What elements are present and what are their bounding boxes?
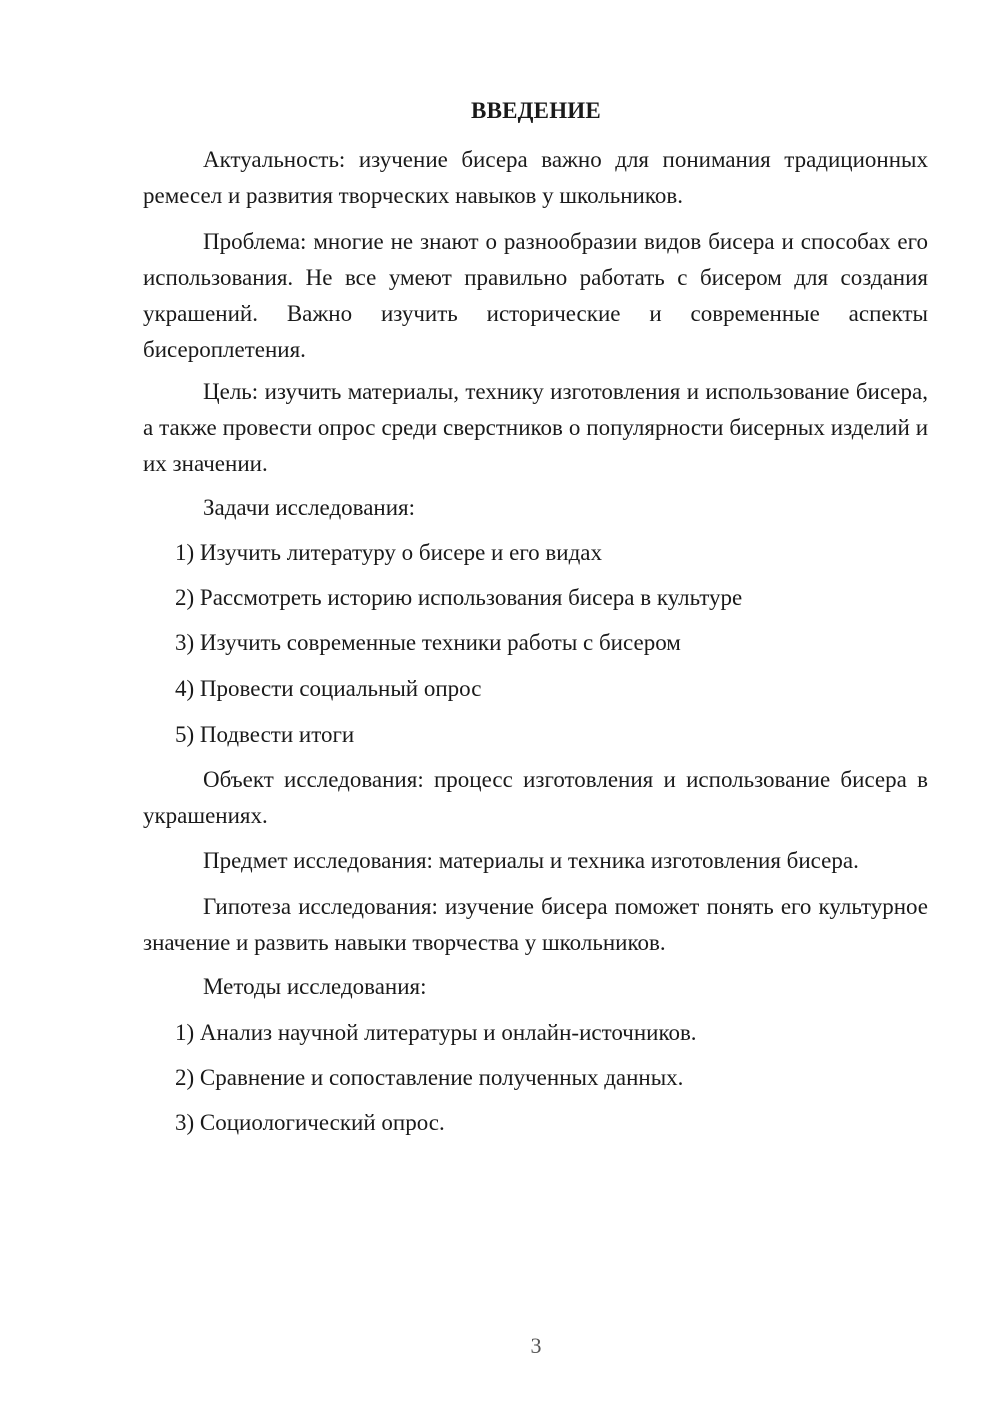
- task-item-5: 5) Подвести итоги: [175, 722, 355, 747]
- task-item-2: 2) Рассмотреть историю использования бисера в культуре: [175, 585, 743, 610]
- paragraph-relevance: Актуальность: изучение бисера важно для понимания традиционных ремесел и развития творческих навыков у школьников.: [143, 147, 928, 208]
- paragraph-hypothesis: Гипотеза исследования: изучение бисера поможет понять его культурное значение и развить навыки творчества у школьников.: [143, 894, 928, 955]
- method-item-1: 1) Анализ научной литературы и онлайн-источников.: [175, 1020, 697, 1045]
- method-item-3: 3) Социологический опрос.: [175, 1110, 445, 1135]
- task-item-3: 3) Изучить современные техники работы с бисером: [175, 630, 681, 655]
- paragraph-goal: Цель: изучить материалы, технику изготовления и использование бисера, а также провести опрос среди сверстников о популярности бисерных изделий и их значении.: [143, 379, 928, 476]
- task-item-4: 4) Провести социальный опрос: [175, 676, 482, 701]
- paragraph-problem: Проблема: многие не знают о разнообразии видов бисера и способах его использования. Не все умеют правильно работать с бисером для создания украшений. Важно изучить исторические и современные аспекты бисероплетения.: [143, 229, 928, 362]
- section-title: ВВЕДЕНИЕ: [471, 98, 601, 123]
- method-item-2: 2) Сравнение и сопоставление полученных данных.: [175, 1065, 684, 1090]
- methods-heading: Методы исследования:: [203, 974, 427, 999]
- task-item-1: 1) Изучить литературу о бисере и его видах: [175, 540, 603, 565]
- page-number: 3: [530, 1333, 542, 1358]
- tasks-heading: Задачи исследования:: [203, 495, 416, 520]
- paragraph-object: Объект исследования: процесс изготовления и использование бисера в украшениях.: [143, 767, 928, 828]
- paragraph-subject: Предмет исследования: материалы и техника изготовления бисера.: [203, 848, 859, 873]
